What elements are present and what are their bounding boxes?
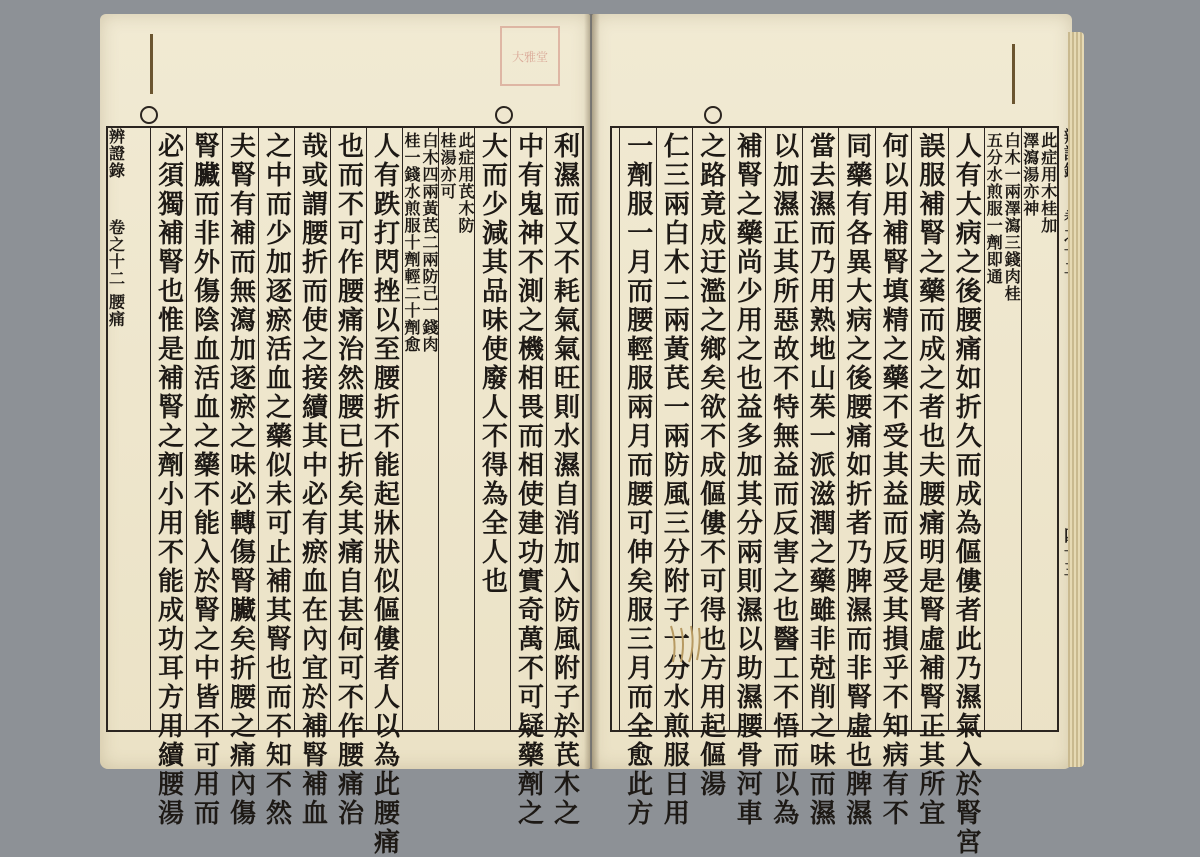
paper-tab <box>150 34 193 94</box>
note-line: 桂湯亦可 <box>438 132 457 200</box>
column-text: 何以用補腎填精之藥不受其益而反受其損乎不知病有不 <box>878 132 909 828</box>
annotation-note <box>1022 132 1057 234</box>
open-book <box>100 14 1085 857</box>
binding-hole <box>704 106 722 124</box>
note-line: 澤瀉湯亦神 <box>1020 132 1040 217</box>
margin-title: 辨證錄 <box>106 128 126 179</box>
page-edges <box>1068 32 1084 767</box>
text-column <box>438 128 474 730</box>
note-line: 白木一兩澤瀉三錢肉桂 <box>1002 132 1022 302</box>
text-column <box>294 128 330 828</box>
column-text: 大而少減其品味使廢人不得為全人也 <box>477 132 508 596</box>
text-column <box>330 128 366 828</box>
annotation-note <box>439 132 474 234</box>
text-column <box>765 128 802 828</box>
column-text: 必須獨補腎也惟是補腎之劑小用不能成功耳方用續腰湯 <box>153 132 184 828</box>
note-line: 五分水煎服一劑即通 <box>984 132 1004 285</box>
text-column <box>729 128 766 828</box>
column-text: 人有大病之後腰痛如折久而成為傴僂者此乃濕氣入於腎宮 <box>951 132 982 857</box>
right-page <box>592 14 1072 857</box>
text-column <box>222 128 258 828</box>
left-page <box>100 14 590 857</box>
annotation-note <box>985 132 1020 302</box>
column-text: 腎臟而非外傷陰血活血之藥不能入於腎之中皆不可用而 <box>189 132 220 828</box>
library-seal: 大雅堂 <box>500 26 560 86</box>
annotation-note <box>403 132 438 353</box>
column-text: 哉或謂腰折而使之接續其中必有瘀血在內宜於補腎補血 <box>297 132 328 828</box>
margin-chapter: 卷之十二 腰痛 <box>106 219 126 328</box>
text-column <box>150 128 186 828</box>
text-column <box>186 128 222 828</box>
text-column <box>1021 128 1058 730</box>
column-text: 當去濕而乃用熟地山茱一派滋潤之藥雖非尅削之味而濕 <box>805 132 836 828</box>
column-text: 利濕而又不耗氣氣旺則水濕自消加入防風附子於芪木之 <box>549 132 580 828</box>
binding-hole <box>140 106 158 124</box>
column-text: 以加濕正其所惡故不特無益而反害之也醫工不悟而以為 <box>768 132 799 828</box>
column-text: 仁三兩白木二兩黃芪一兩防風三分附子一分水煎服日用 <box>659 132 690 828</box>
column-text: 夫腎有補而無瀉加逐瘀之味必轉傷腎臟矣折腰之痛內傷 <box>225 132 256 828</box>
note-line: 此症用木桂加 <box>1038 132 1058 234</box>
text-column <box>984 128 1021 730</box>
text-column <box>619 128 656 828</box>
text-column <box>911 128 948 828</box>
binding-thread <box>667 624 705 664</box>
text-column <box>802 128 839 828</box>
text-column <box>510 128 546 828</box>
text-column <box>366 128 402 857</box>
text-column <box>838 128 875 828</box>
column-text: 之路竟成迂濫之鄉矣欲不成傴僂不可得也方用起傴湯 <box>695 132 726 799</box>
column-text: 補腎之藥尚少用之也益多加其分兩則濕以助濕腰骨河車 <box>732 132 763 828</box>
text-column <box>875 128 912 828</box>
note-line: 白木四兩黃芪二兩防己一錢肉 <box>420 132 439 353</box>
note-line: 桂一錢水煎服十劑輕二十劑愈 <box>402 132 421 353</box>
text-column <box>948 128 985 857</box>
column-text: 之中而少加逐瘀活血之藥似未可止補其腎也而不知不然 <box>261 132 292 828</box>
left-text-frame <box>106 126 584 857</box>
column-text: 中有鬼神不測之機相畏而相使建功實奇萬不可疑藥劑之 <box>513 132 544 828</box>
text-column <box>258 128 294 828</box>
paper-tab <box>1012 44 1055 104</box>
column-text: 人有跌打閃挫以至腰折不能起牀狀似傴僂者人以為此腰痛 <box>369 132 400 857</box>
note-line: 此症用芪木防 <box>456 132 475 234</box>
column-text: 一劑服一月而腰輕服兩月而腰可伸矣服三月而全愈此方 <box>622 132 653 828</box>
text-column <box>402 128 438 730</box>
column-text: 也而不可作腰痛治然腰已折矣其痛自甚何可不作腰痛治 <box>333 132 364 828</box>
left-margin-strip <box>108 128 124 730</box>
text-column <box>546 128 582 828</box>
book-gutter <box>584 14 600 769</box>
binding-hole <box>495 106 513 124</box>
column-text: 誤服補腎之藥而成之者也夫腰痛明是腎虛補腎正其所宜 <box>914 132 945 828</box>
column-text: 同藥有各異大病之後腰痛如折者乃脾濕而非腎虛也脾濕 <box>841 132 872 828</box>
text-column <box>474 128 510 730</box>
